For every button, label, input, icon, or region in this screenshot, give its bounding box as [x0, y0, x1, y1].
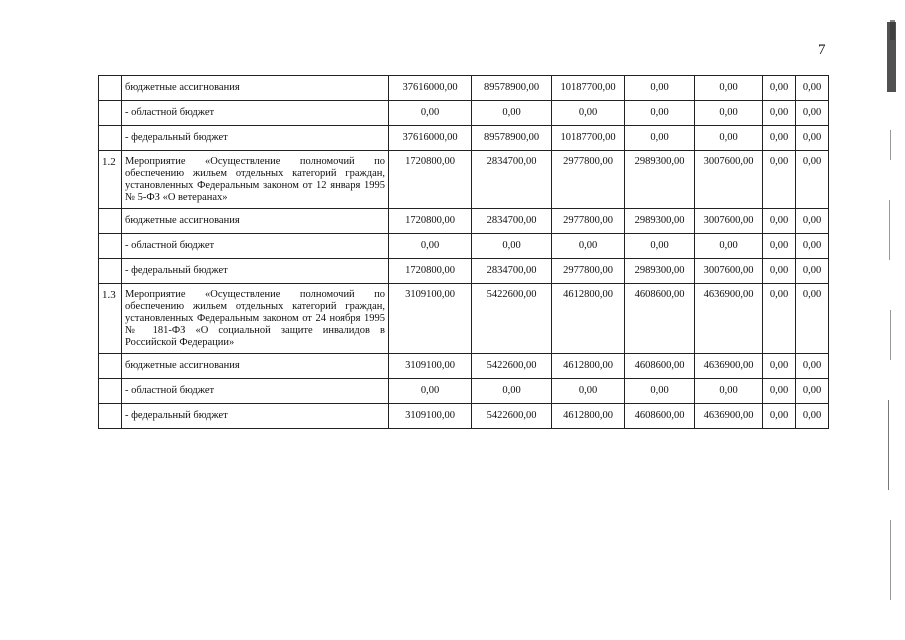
row-label: бюджетные ассигнования	[122, 209, 389, 234]
row-index: 1.2	[99, 151, 122, 209]
amount-cell: 4612800,00	[552, 284, 625, 354]
table-row	[99, 126, 829, 151]
amount-cell: 0,00	[763, 284, 796, 354]
row-label: бюджетные ассигнования	[122, 76, 389, 101]
amount-cell: 3109100,00	[389, 284, 472, 354]
amount-cell: 2977800,00	[552, 259, 625, 284]
row-label: - областной бюджет	[122, 379, 389, 404]
amount-cell: 0,00	[763, 404, 796, 429]
amount-cell: 2834700,00	[472, 209, 552, 234]
table-row	[99, 151, 829, 209]
amount-cell: 89578900,00	[472, 76, 552, 101]
amount-cell: 0,00	[625, 126, 695, 151]
amount-cell: 4608600,00	[625, 284, 695, 354]
row-index	[99, 354, 122, 379]
row-label: бюджетные ассигнования	[122, 354, 389, 379]
amount-cell: 2977800,00	[552, 209, 625, 234]
amount-cell: 0,00	[552, 234, 625, 259]
amount-cell: 2834700,00	[472, 259, 552, 284]
amount-cell: 0,00	[472, 379, 552, 404]
amount-cell: 1720800,00	[389, 151, 472, 209]
amount-cell: 0,00	[389, 379, 472, 404]
amount-cell: 0,00	[552, 101, 625, 126]
row-label: - федеральный бюджет	[122, 404, 389, 429]
amount-cell: 1720800,00	[389, 259, 472, 284]
table-row	[99, 209, 829, 234]
amount-cell: 0,00	[796, 76, 829, 101]
table-row	[99, 76, 829, 101]
amount-cell: 0,00	[796, 151, 829, 209]
amount-cell: 4636900,00	[695, 404, 763, 429]
amount-cell: 0,00	[695, 76, 763, 101]
amount-cell: 0,00	[796, 101, 829, 126]
amount-cell: 0,00	[796, 379, 829, 404]
row-index	[99, 209, 122, 234]
amount-cell: 0,00	[796, 234, 829, 259]
table-row	[99, 234, 829, 259]
amount-cell: 0,00	[472, 101, 552, 126]
amount-cell: 0,00	[796, 404, 829, 429]
amount-cell: 0,00	[763, 151, 796, 209]
table-row	[99, 259, 829, 284]
scan-edge-artifact	[884, 20, 898, 620]
amount-cell: 0,00	[763, 354, 796, 379]
row-label: Мероприятие «Осуществление полномочий по обеспечению жильем отдельных категорий граждан, установленных Федеральным законом от 12 января 1995 № 5-ФЗ «О ветеранах»	[122, 151, 389, 209]
budget-table	[98, 75, 829, 429]
row-label: Мероприятие «Осуществление полномочий по обеспечению жильем отдельных категорий граждан, установленных Федеральным законом от 24 ноября 1995 № 181-ФЗ «О социальной защите инвалидов в Российской Федерации»	[122, 284, 389, 354]
row-index	[99, 379, 122, 404]
row-label: - федеральный бюджет	[122, 126, 389, 151]
amount-cell: 4612800,00	[552, 354, 625, 379]
amount-cell: 4612800,00	[552, 404, 625, 429]
row-index	[99, 76, 122, 101]
row-index	[99, 101, 122, 126]
amount-cell: 0,00	[552, 379, 625, 404]
amount-cell: 4608600,00	[625, 404, 695, 429]
amount-cell: 0,00	[796, 284, 829, 354]
row-index	[99, 126, 122, 151]
amount-cell: 4636900,00	[695, 354, 763, 379]
amount-cell: 37616000,00	[389, 76, 472, 101]
amount-cell: 0,00	[472, 234, 552, 259]
amount-cell: 0,00	[763, 234, 796, 259]
amount-cell: 0,00	[625, 76, 695, 101]
table-row	[99, 284, 829, 354]
amount-cell: 5422600,00	[472, 284, 552, 354]
table-row	[99, 354, 829, 379]
amount-cell: 0,00	[695, 101, 763, 126]
amount-cell: 3007600,00	[695, 259, 763, 284]
amount-cell: 10187700,00	[552, 76, 625, 101]
table-row	[99, 404, 829, 429]
amount-cell: 3109100,00	[389, 354, 472, 379]
amount-cell: 3007600,00	[695, 209, 763, 234]
amount-cell: 0,00	[763, 126, 796, 151]
amount-cell: 0,00	[695, 234, 763, 259]
amount-cell: 2989300,00	[625, 259, 695, 284]
amount-cell: 89578900,00	[472, 126, 552, 151]
amount-cell: 0,00	[625, 101, 695, 126]
amount-cell: 3007600,00	[695, 151, 763, 209]
table-row	[99, 101, 829, 126]
amount-cell: 10187700,00	[552, 126, 625, 151]
amount-cell: 0,00	[796, 259, 829, 284]
amount-cell: 37616000,00	[389, 126, 472, 151]
row-label: - областной бюджет	[122, 101, 389, 126]
amount-cell: 4608600,00	[625, 354, 695, 379]
page-number: 7	[818, 42, 826, 58]
row-index	[99, 404, 122, 429]
amount-cell: 2989300,00	[625, 151, 695, 209]
amount-cell: 3109100,00	[389, 404, 472, 429]
amount-cell: 0,00	[625, 234, 695, 259]
row-index	[99, 259, 122, 284]
amount-cell: 2834700,00	[472, 151, 552, 209]
amount-cell: 0,00	[625, 379, 695, 404]
amount-cell: 0,00	[763, 101, 796, 126]
amount-cell: 2977800,00	[552, 151, 625, 209]
amount-cell: 2989300,00	[625, 209, 695, 234]
row-index: 1.3	[99, 284, 122, 354]
amount-cell: 0,00	[763, 76, 796, 101]
amount-cell: 0,00	[389, 234, 472, 259]
row-label: - федеральный бюджет	[122, 259, 389, 284]
table-body	[99, 76, 829, 429]
amount-cell: 0,00	[695, 126, 763, 151]
amount-cell: 5422600,00	[472, 404, 552, 429]
amount-cell: 0,00	[389, 101, 472, 126]
table-row	[99, 379, 829, 404]
amount-cell: 0,00	[763, 259, 796, 284]
amount-cell: 1720800,00	[389, 209, 472, 234]
amount-cell: 0,00	[796, 354, 829, 379]
row-label: - областной бюджет	[122, 234, 389, 259]
amount-cell: 0,00	[796, 126, 829, 151]
amount-cell: 0,00	[796, 209, 829, 234]
amount-cell: 5422600,00	[472, 354, 552, 379]
amount-cell: 0,00	[695, 379, 763, 404]
amount-cell: 4636900,00	[695, 284, 763, 354]
row-index	[99, 234, 122, 259]
amount-cell: 0,00	[763, 379, 796, 404]
amount-cell: 0,00	[763, 209, 796, 234]
